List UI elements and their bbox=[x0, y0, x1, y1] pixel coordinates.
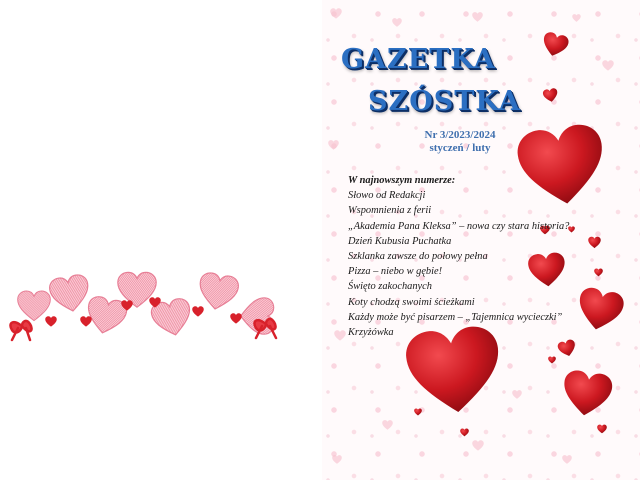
heart-icon bbox=[560, 369, 614, 419]
magazine-title-line1: GAZETKA bbox=[341, 44, 496, 75]
list-item: Dzień Kubusia Puchatka bbox=[348, 235, 452, 247]
list-item: Święto zakochanych bbox=[348, 281, 432, 293]
heart-icon bbox=[414, 408, 422, 415]
list-item: Wspomnienia z ferii bbox=[348, 205, 432, 217]
issue-months: styczeń / luty bbox=[429, 142, 491, 154]
toc-heading: W najnowszym numerze: bbox=[348, 175, 456, 186]
heart-garland bbox=[0, 250, 322, 360]
heart-icon bbox=[542, 88, 558, 103]
heart-icon bbox=[230, 313, 242, 323]
bow-icon bbox=[254, 319, 276, 338]
list-item: „Akademia Pana Kleksa” – nowa czy stara historia? bbox=[348, 220, 570, 232]
issue-number: Nr 3/2023/2024 bbox=[424, 129, 496, 141]
heart-icon bbox=[45, 316, 57, 326]
list-item: Szklanka zawsze do połowy pełna bbox=[348, 251, 488, 263]
heart-icon bbox=[80, 316, 92, 326]
list-item: Słowo od Redakcji bbox=[348, 190, 426, 202]
garland-heart bbox=[18, 291, 51, 321]
list-item: Pizza – niebo w gębie! bbox=[348, 266, 443, 278]
list-item: Każdy może być pisarzem – „Tajemnica wycieczki” bbox=[348, 311, 563, 323]
bow-icon bbox=[10, 321, 31, 340]
list-item: Krzyżówka bbox=[348, 327, 394, 339]
garland-heart bbox=[84, 295, 129, 337]
magazine-title-line2: SZÓSTKA bbox=[368, 86, 521, 117]
issue-info bbox=[418, 129, 502, 155]
heart-icon bbox=[557, 339, 578, 359]
heart-icon bbox=[540, 31, 570, 59]
list-item: Koty chodzą swoimi ścieżkami bbox=[348, 296, 475, 308]
cover-page bbox=[322, 0, 640, 480]
table-of-contents bbox=[348, 173, 638, 340]
heart-icon bbox=[597, 425, 607, 434]
heart-icon bbox=[460, 429, 469, 437]
heart-icon bbox=[548, 356, 556, 363]
toc-list bbox=[348, 188, 638, 340]
garland-heart bbox=[196, 271, 240, 312]
heart-icon bbox=[192, 306, 204, 316]
garland-heart bbox=[48, 273, 92, 314]
